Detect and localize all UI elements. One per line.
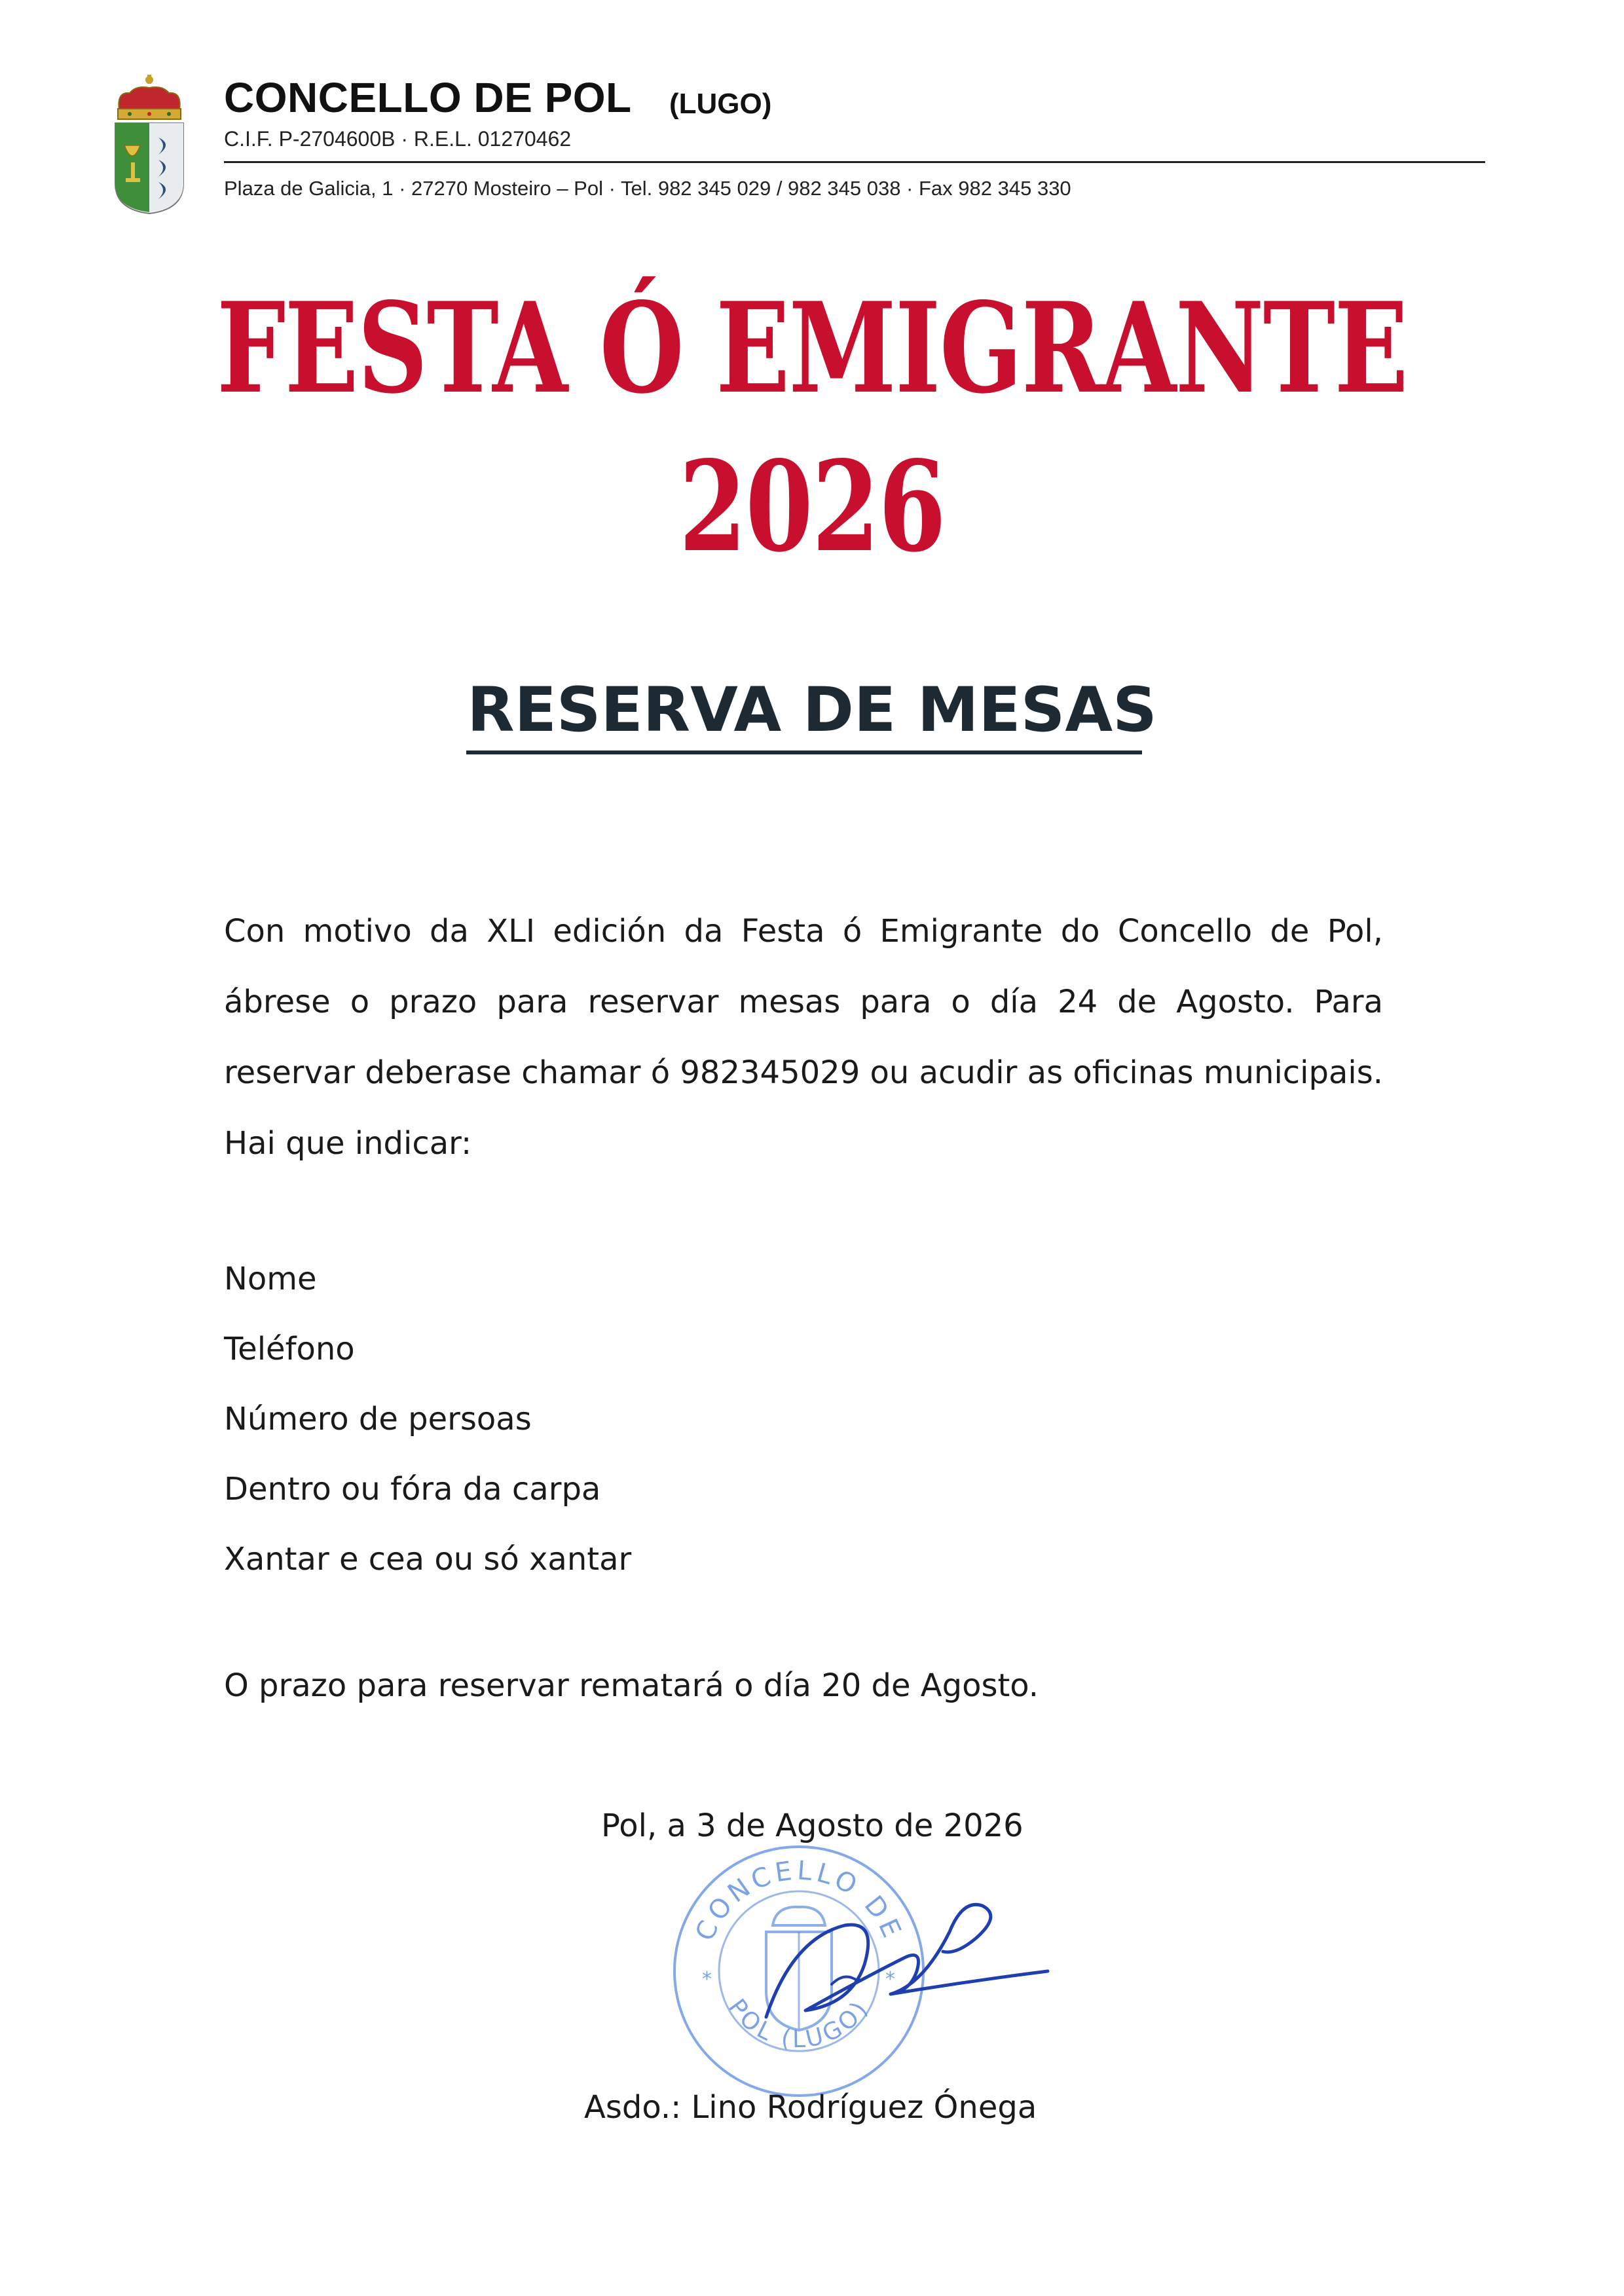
stamp-text-bottom: POL (LUGO) [723,1994,875,2054]
letterhead-divider [224,161,1485,163]
contact-address: Plaza de Galicia, 1 · 27270 Mosteiro – Pol · Tel. 982 345 029 / 982 345 038 · Fax 982 345 330 [224,177,1071,200]
municipality-region: (LUGO) [669,88,772,120]
signatory-line: Asdo.: Lino Rodríguez Ónega [584,2089,1037,2126]
stamp-text-top: CONCELLO DE [690,1855,908,1946]
signature-scribble [753,1860,1054,2056]
list-item: Dentro ou fóra da carpa [224,1471,601,1508]
event-year: 2026 [678,434,946,580]
municipality-name: CONCELLO DE POL [224,74,632,121]
deadline-notice: O prazo para reservar rematará o día 20 de Agosto. [224,1667,1039,1704]
list-item: Xantar e cea ou só xantar [224,1541,632,1578]
svg-text:*: * [702,1968,712,1991]
list-item: Número de persoas [224,1401,532,1437]
tax-registry-ids: C.I.F. P-2704600B · R.E.L. 01270462 [224,127,572,151]
heading-underline [466,750,1142,754]
svg-text:*: * [885,1968,895,1991]
section-heading: RESERVA DE MESAS [467,675,1157,746]
event-title: FESTA Ó EMIGRANTE [217,275,1407,421]
required-info-list [224,1244,631,1595]
place-and-date: Pol, a 3 de Agosto de 2026 [601,1807,1024,1844]
list-item: Teléfono [224,1331,355,1367]
list-item: Nome [224,1261,317,1297]
coat-of-arms-icon [110,72,189,216]
intro-paragraph: Con motivo da XLI edición da Festa ó Emigrante do Concello de Pol, ábrese o prazo para reservar mesas para o día 24 de Agosto. Para reservar deberase chamar ó 982345029 ou acudir as oficinas municipais. Hai que indicar: [224,913,1383,1162]
